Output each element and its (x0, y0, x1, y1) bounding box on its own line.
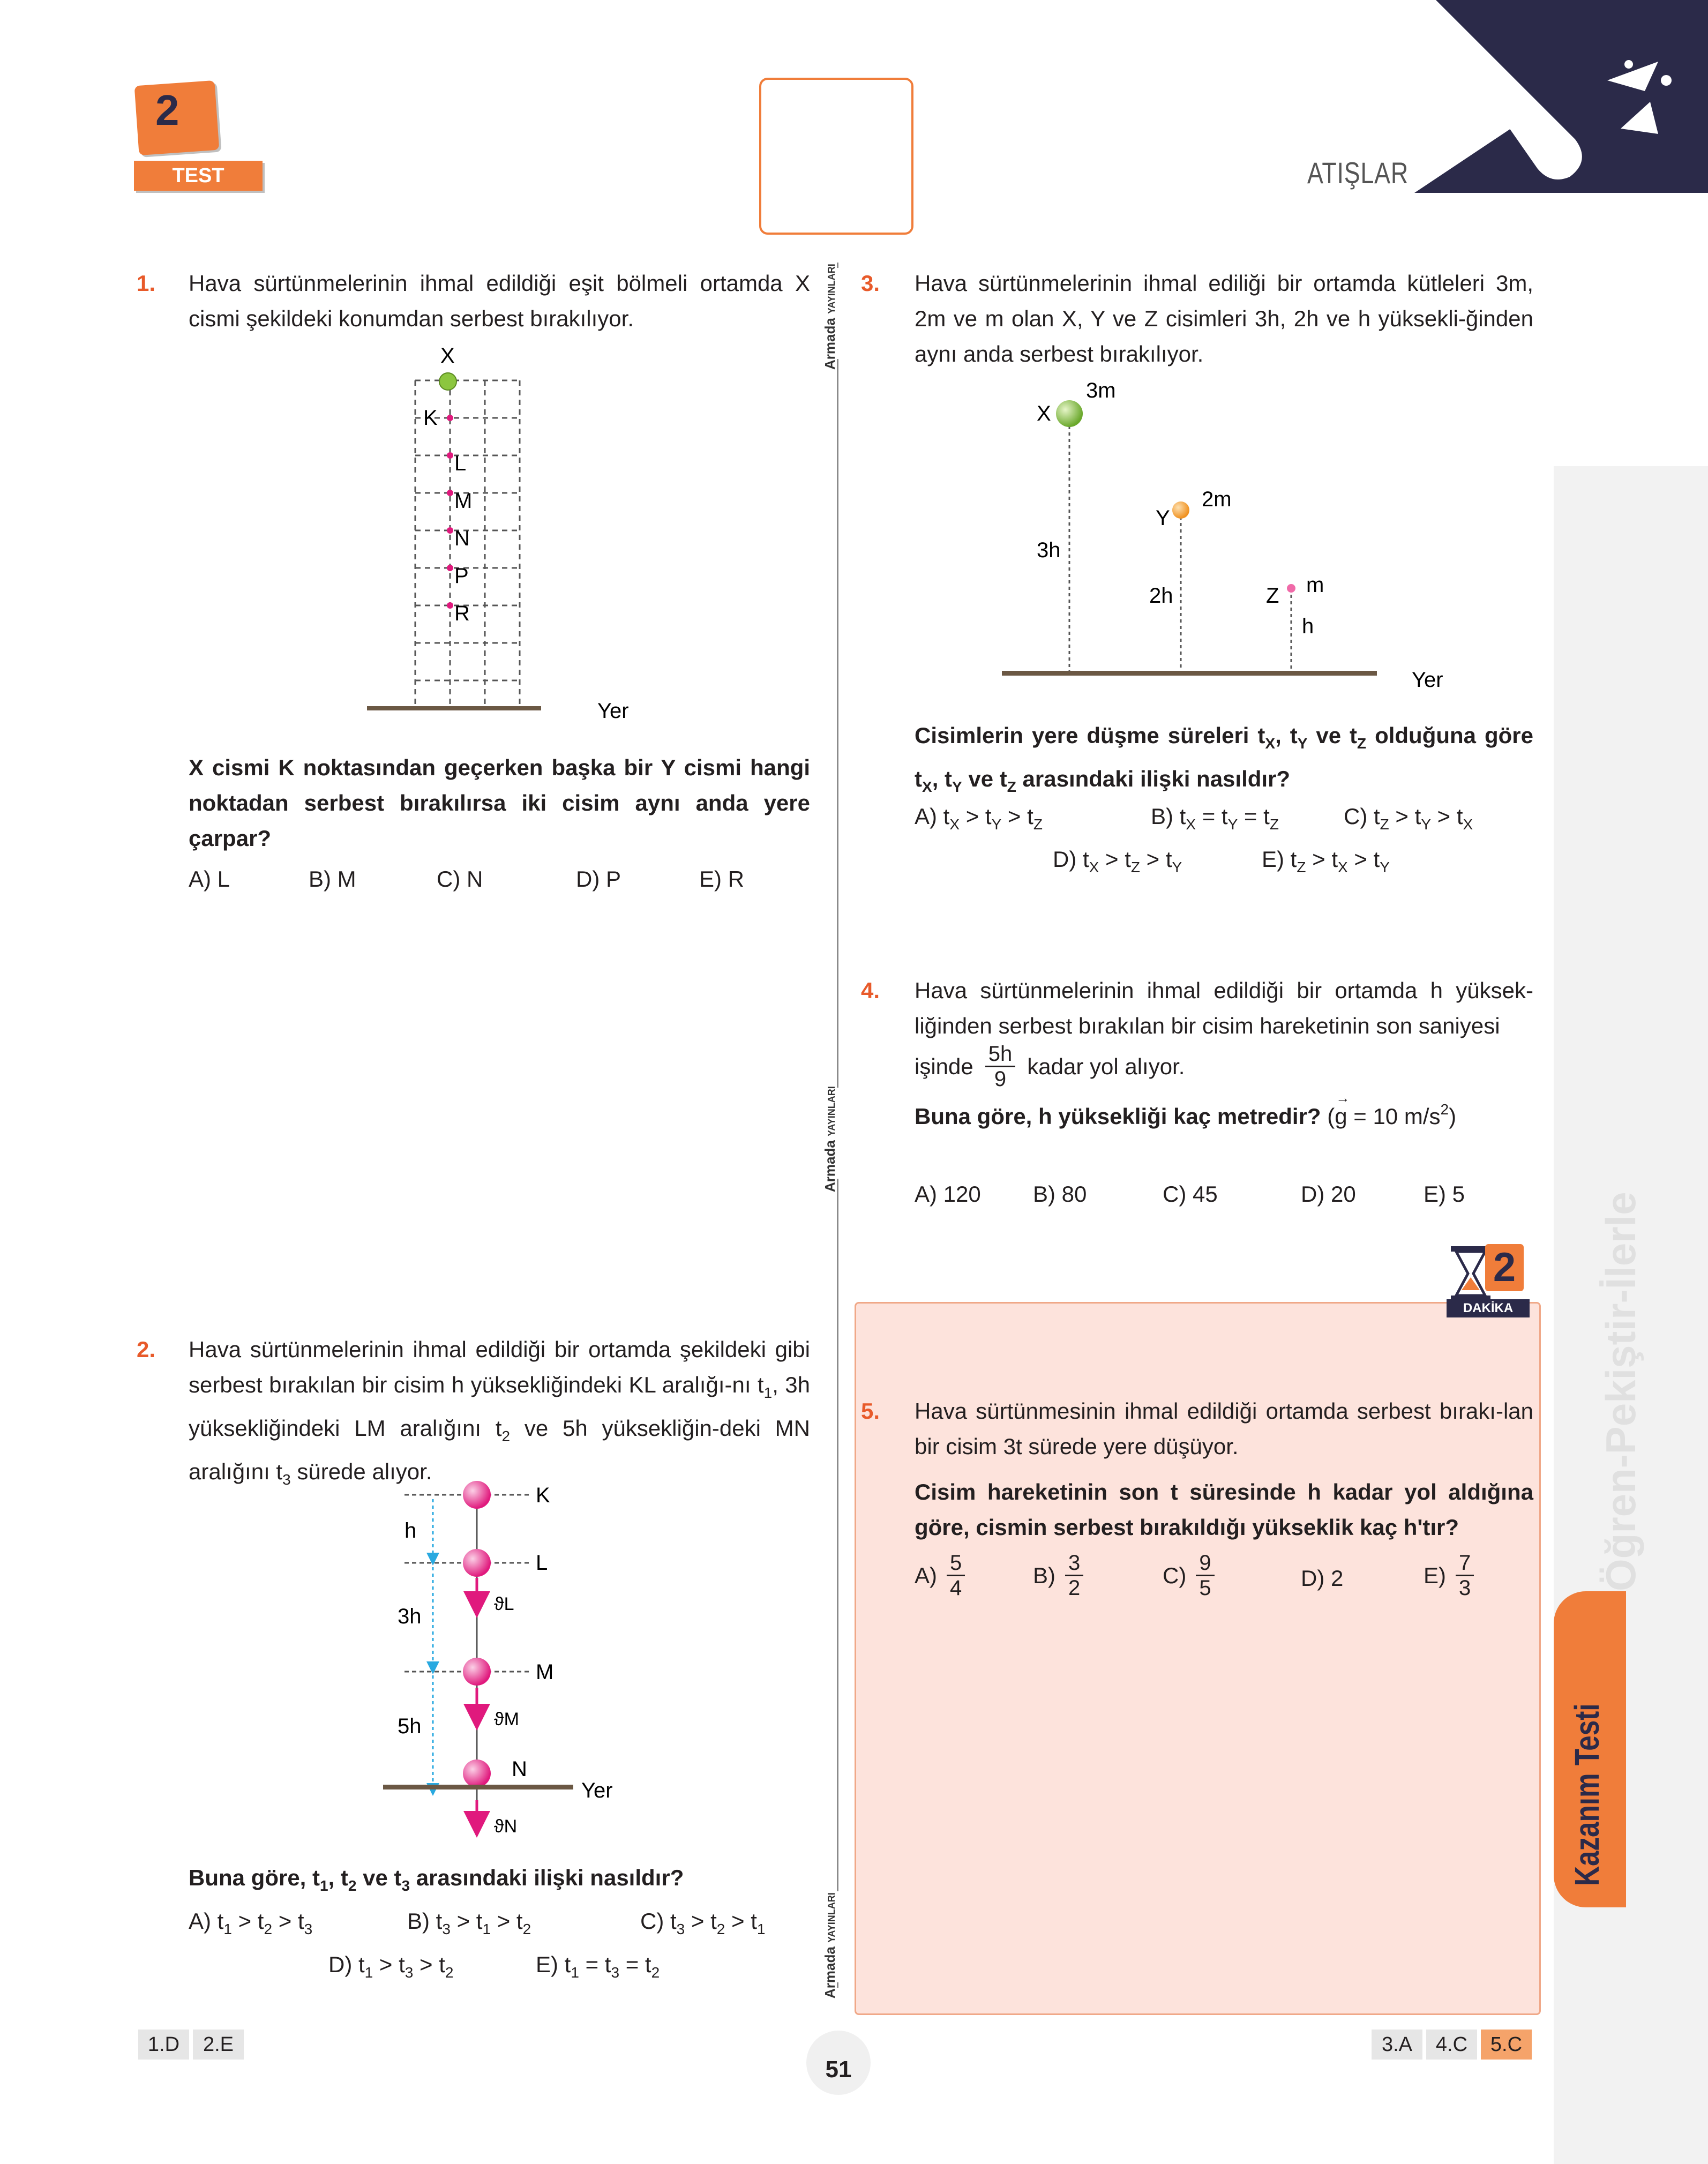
q5-text: Hava sürtünmesinin ihmal edildiği ortamda serbest bırakı-lan bir cisim 3t sürede yere düşüyor. (915, 1398, 1533, 1459)
q4-text-line2: işinde $\frac{5h}{9}$ kadar yol alıyor. (915, 1042, 1185, 1091)
svg-text:M: M (536, 1660, 554, 1684)
q2-number: 2. (137, 1337, 156, 1362)
q3-option-a[interactable]: A) $t_X > t_Y > t_Z$ (915, 804, 1043, 833)
svg-text:3h: 3h (1037, 538, 1061, 562)
svg-text:Yer: Yer (581, 1779, 613, 1802)
timer-badge (1447, 1244, 1532, 1319)
answer-key-3: 3.A (1372, 2030, 1422, 2060)
q4-option-a[interactable]: A) 120 (915, 1181, 981, 1207)
svg-text:N: N (454, 527, 470, 550)
q2-text: Hava sürtünmelerinin ihmal edildiği bir ortamda şekildeki gibi serbest bırakılan bir cisim h yüksekliğindeki KL aralığı-nı $t_1$, 3h yüksekliğindeki LM aralığını $t_2$ ve 5h yüksekliğin-deki MN aralığını $t_3$ sürede alıyor. (189, 1337, 810, 1488)
score-box (759, 78, 913, 235)
q1-figure (359, 338, 632, 729)
q5-option-b[interactable]: B) $\frac{3}{2}$ (1033, 1551, 1087, 1600)
q5-number: 5. (861, 1398, 880, 1424)
q1-option-d[interactable]: D) P (576, 866, 621, 892)
header-corner-graphic (1414, 0, 1708, 193)
answer-key-4: 4.C (1426, 2030, 1477, 2060)
q1-text: Hava sürtünmelerinin ihmal edildiği eşit bölmeli ortamda X cismi şekildeki konumdan serbest bırakılıyor. (189, 271, 810, 331)
q2-option-b[interactable]: B) $t_3 > t_1 > t_2$ (407, 1908, 531, 1937)
svg-text:h: h (404, 1519, 417, 1542)
q1-number: 1. (137, 271, 156, 296)
svg-text:M: M (454, 489, 473, 513)
svg-text:X: X (440, 344, 455, 368)
test-number: 2 (155, 86, 179, 134)
q4-option-e[interactable]: E) 5 (1424, 1181, 1465, 1207)
svg-text:Z: Z (1266, 584, 1279, 608)
q1-question: X cismi K noktasından geçerken başka bir Y cismi hangi noktadan serbest bırakılırsa iki cisim aynı anda yere çarpar? (189, 755, 810, 851)
q3-text: Hava sürtünmelerinin ihmal ediliği bir ortamda kütleleri 3m, 2m ve m olan X, Y ve Z cisimleri 3h, 2h ve h yüksekli-ğinden aynı anda serbest bırakılıyor. (915, 271, 1533, 366)
svg-text:L: L (536, 1551, 548, 1575)
svg-text:Yer: Yer (1412, 668, 1443, 692)
q5-option-e[interactable]: E) $\frac{7}{3}$ (1424, 1551, 1477, 1600)
q5-question: Cisim hareketinin son t süresinde h kadar yol aldığına göre, cismin serbest bırakıldığı yükseklik kaç h'tır? (915, 1479, 1533, 1540)
q2-option-a[interactable]: A) $t_1 > t_2 > t_3$ (189, 1908, 313, 1937)
q3-option-e[interactable]: E) $t_Z > t_X > t_Y$ (1262, 847, 1390, 875)
timer-number: 2 (1485, 1244, 1524, 1291)
q2-option-c[interactable]: C) $t_3 > t_2 > t_1$ (640, 1908, 766, 1937)
svg-text:R: R (454, 602, 470, 625)
q2-figure (375, 1468, 643, 1848)
test-label: TEST (134, 161, 263, 191)
svg-text:m: m (1306, 573, 1324, 597)
svg-text:3m: 3m (1086, 379, 1116, 402)
publisher-logo: Armada YAYINLARI (819, 268, 856, 359)
svg-text:L: L (454, 452, 467, 475)
svg-text:2m: 2m (1202, 488, 1232, 511)
q1-option-b[interactable]: B) M (309, 866, 356, 892)
svg-text:3h: 3h (398, 1605, 422, 1628)
svg-text:X: X (1037, 402, 1051, 425)
q1-option-c[interactable]: C) N (437, 866, 483, 892)
q2-option-e[interactable]: E) $t_1 = t_3 = t_2$ (536, 1952, 660, 1981)
q3-question: Cisimlerin yere düşme süreleri $t_X$, $t_Y$ ve $t_Z$ olduğuna göre $t_X$, $t_Y$ ve $t_Z$ arasındaki ilişki nasıldır? (915, 723, 1534, 795)
q2-option-d[interactable]: D) $t_1 > t_3 > t_2$ (328, 1952, 454, 1981)
watermark-text: Öğren-Pekiştir-İlerle (1597, 1192, 1644, 1591)
svg-text:ϑM: ϑM (494, 1709, 519, 1729)
svg-text:h: h (1302, 615, 1314, 638)
timer-label: DAKİKA (1447, 1299, 1530, 1317)
q4-option-c[interactable]: C) 45 (1163, 1181, 1218, 1207)
q4-text: Hava sürtünmelerinin ihmal edildiği bir ortamda h yüksek-liğinden serbest bırakılan bir cisim hareketinin son saniyesi (915, 978, 1533, 1038)
q4-question: Buna göre, h yüksekliği kaç metredir? (g → = 10 $m/s^2$) (915, 1090, 1457, 1129)
x-ball (439, 373, 456, 390)
q4-option-b[interactable]: B) 80 (1033, 1181, 1087, 1207)
page-number: 51 (825, 2056, 852, 2083)
q5-option-a[interactable]: A) $\frac{5}{4}$ (915, 1551, 968, 1600)
q4-option-d[interactable]: D) 20 (1301, 1181, 1356, 1207)
answer-key-5: 5.C (1481, 2030, 1532, 2060)
q5-option-c[interactable]: C) $\frac{9}{5}$ (1163, 1551, 1218, 1600)
svg-text:ϑN: ϑN (494, 1816, 518, 1837)
svg-text:K: K (423, 406, 438, 430)
q4-number: 4. (861, 978, 880, 1003)
test-badge (134, 80, 263, 196)
svg-text:K: K (536, 1484, 550, 1507)
q2-question: Buna göre, $t_1$, $t_2$ ve $t_3$ arasındaki ilişki nasıldır? (189, 1865, 684, 1894)
q3-option-d[interactable]: D) $t_X > t_Z > t_Y$ (1053, 847, 1182, 875)
kazanim-label: Kazanım Testi (1568, 1703, 1606, 1886)
svg-text:2h: 2h (1149, 584, 1173, 608)
q5-option-d[interactable]: D) 2 (1301, 1566, 1344, 1591)
publisher-logo: Armada YAYINLARI (819, 1088, 856, 1179)
svg-text:N: N (512, 1757, 527, 1781)
q3-option-c[interactable]: C) $t_Z > t_Y > t_X$ (1344, 804, 1473, 833)
svg-text:Y: Y (1156, 506, 1170, 530)
svg-text:ϑL: ϑL (494, 1594, 514, 1614)
svg-text:5h: 5h (398, 1714, 422, 1738)
q3-option-b[interactable]: B) $t_X = t_Y = t_Z$ (1151, 804, 1279, 833)
svg-text:P: P (454, 564, 469, 588)
publisher-logo: Armada YAYINLARI (819, 1891, 856, 1982)
svg-text:Yer: Yer (597, 699, 629, 723)
q4-fraction: $\frac{5h}{9}$ (985, 1042, 1016, 1091)
q1-option-a[interactable]: A) L (189, 866, 230, 892)
q3-number: 3. (861, 271, 880, 296)
answer-key-1: 1.D (138, 2030, 189, 2060)
section-title: ATIŞLAR (1307, 156, 1409, 190)
q1-option-e[interactable]: E) R (699, 866, 744, 892)
q3-figure (997, 375, 1479, 697)
answer-key-2: 2.E (193, 2030, 244, 2060)
